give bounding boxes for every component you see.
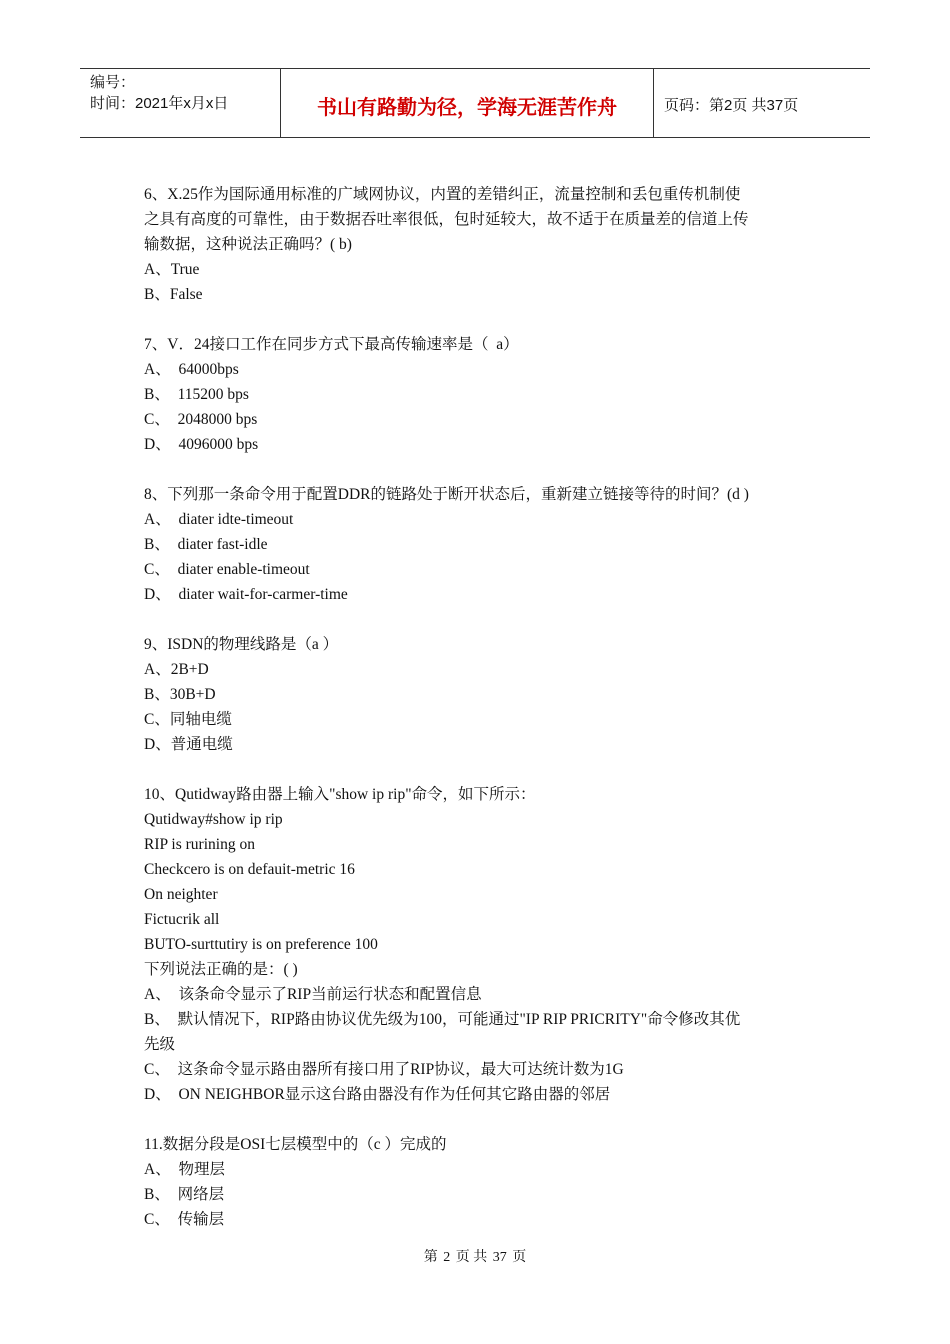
question-block xyxy=(144,1132,808,1232)
question-line: B、 默认情况下，RIP路由协议优先级为100，可能通过"IP RIP PRICRITY"命令修改其优 xyxy=(144,1011,741,1028)
footer-middle: 页 共 xyxy=(455,1250,488,1265)
page-footer xyxy=(0,1246,950,1266)
question-line: C、 传输层 xyxy=(144,1211,225,1228)
question-line: A、True xyxy=(144,261,200,278)
footer-suffix: 页 xyxy=(512,1250,527,1265)
question-text: 10、Qutidway路由器上输入"show ip rip"命令，如下所示： xyxy=(144,786,536,803)
question-line: 下列说法正确的是：( ) xyxy=(144,961,298,978)
question-line: C、同轴电缆 xyxy=(144,711,232,728)
footer-page-number: 2 xyxy=(443,1250,451,1265)
question-block xyxy=(144,182,808,307)
question-line: D、 4096000 bps xyxy=(144,436,259,453)
question-line: A、 物理层 xyxy=(144,1161,225,1178)
header-meta xyxy=(80,69,281,137)
question-line: 输数据，这种说法正确吗？( b) xyxy=(144,236,352,253)
question-block xyxy=(144,632,808,757)
document-body xyxy=(144,182,808,1257)
question-line: B、 115200 bps xyxy=(144,386,249,403)
question-block xyxy=(144,782,808,1107)
question-text: 9、ISDN的物理线路是（a ） xyxy=(144,636,339,653)
question-line: B、 diater fast-idle xyxy=(144,536,268,553)
question-line: D、普通电缆 xyxy=(144,736,233,753)
question-line: B、 网络层 xyxy=(144,1186,225,1203)
question-line: Fictucrik all xyxy=(144,911,220,928)
question-text: 11.数据分段是OSI七层模型中的（c ）完成的 xyxy=(144,1136,447,1153)
question-line: Checkcero is on defauit-metric 16 xyxy=(144,861,355,878)
question-line: D、 diater wait-for-carmer-time xyxy=(144,586,348,603)
page-header xyxy=(80,68,870,138)
footer-total-pages: 37 xyxy=(492,1250,507,1265)
question-line: On neighter xyxy=(144,886,218,903)
question-block xyxy=(144,482,808,607)
question-text: 8、下列那一条命令用于配置DDR的链路处于断开状态后，重新建立链接等待的时间？(d ) xyxy=(144,486,749,503)
question-line: A、 diater idte-timeout xyxy=(144,511,294,528)
question-line: C、 2048000 bps xyxy=(144,411,258,428)
header-page-info: 页码：第2页 共37页 xyxy=(664,96,799,114)
question-line: A、 该条命令显示了RIP当前运行状态和配置信息 xyxy=(144,986,482,1003)
question-line: B、False xyxy=(144,286,203,303)
question-line: 之具有高度的可靠性，由于数据吞吐率很低，包时延较大，故不适于在质量差的信道上传 xyxy=(144,211,749,228)
question-text: 6、X.25作为国际通用标准的广域网协议，内置的差错纠正，流量控制和丢包重传机制使 xyxy=(144,186,741,203)
header-number-label: 编号： xyxy=(90,74,136,91)
question-line: D、 ON NEIGHBOR显示这台路由器没有作为任何其它路由器的邻居 xyxy=(144,1086,611,1103)
question-text: 7、V．24接口工作在同步方式下最高传输速率是（ a） xyxy=(144,336,519,353)
question-line: B、30B+D xyxy=(144,686,216,703)
header-motto: 书山有路勤为径，学海无涯苦作舟 xyxy=(281,69,654,137)
question-line: C、 这条命令显示路由器所有接口用了RIP协议，最大可达统计数为1G xyxy=(144,1061,624,1078)
question-line: BUTO-surttutiry is on preference 100 xyxy=(144,936,378,953)
question-line: A、2B+D xyxy=(144,661,209,678)
question-line: A、 64000bps xyxy=(144,361,239,378)
header-time-label: 时间：2021年x月x日 xyxy=(90,95,229,112)
footer-prefix: 第 xyxy=(423,1250,438,1265)
question-line: 先级 xyxy=(144,1036,176,1053)
question-line: C、 diater enable-timeout xyxy=(144,561,310,578)
question-line: RIP is rurining on xyxy=(144,836,255,853)
question-line: Qutidway#show ip rip xyxy=(144,811,283,828)
question-block xyxy=(144,332,808,457)
